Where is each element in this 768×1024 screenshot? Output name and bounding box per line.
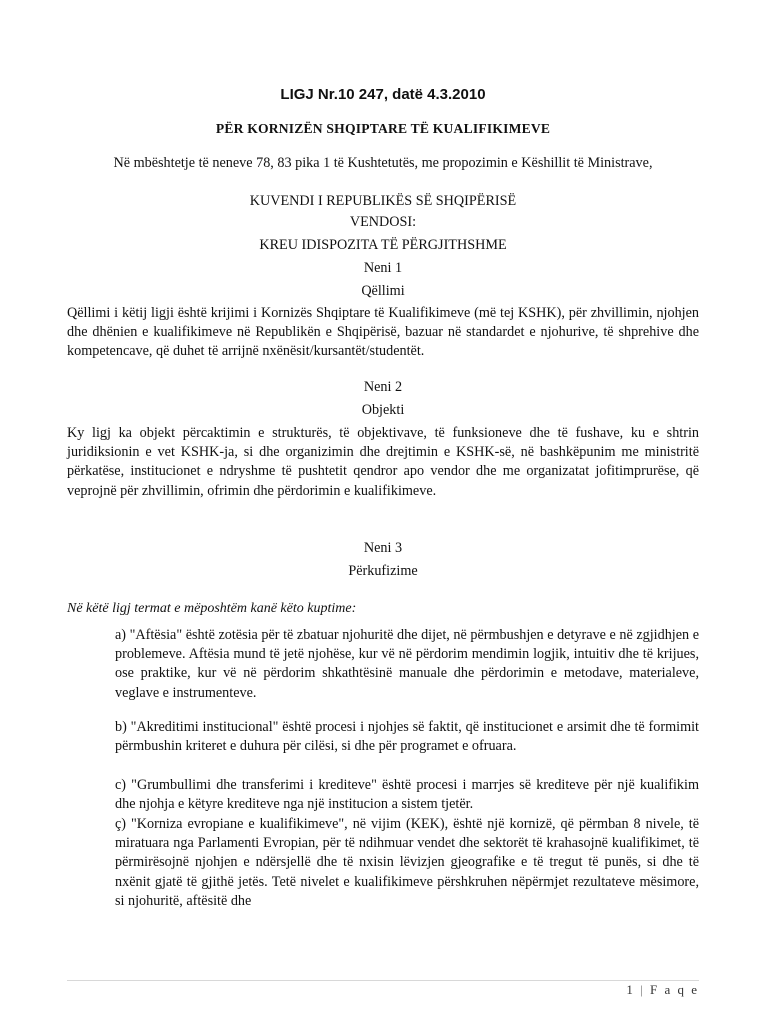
chapter-heading: KREU IDISPOZITA TË PËRGJITHSHME xyxy=(259,237,507,253)
footer-divider xyxy=(67,980,699,981)
page-label: F a q e xyxy=(649,982,699,997)
definition-item: b) "Akreditimi institucional" është procesi i njohjes së faktit, që institucionet e arsimit dhe të formimit përmbushin kriteret e duhura për cilësi, si dhe për programet e ofruara. xyxy=(115,719,699,755)
definition-item: ç) "Korniza evropiane e kualifikimeve", në vijim (KEK), është një kornizë, që përmban 8 nivele, të miratuara nga Parlamenti Evropian, për të ndihmuar vendet dhe sektorët të krahasojnë kualifikimet, të përmirësojnë njohjen e ndërsjellë dhe të nxisin lëvizjen gjeografike e të tregut të punës, si dhe të nxënit gjatë të gjithë jetës. Tetë nivelet e kualifikimeve përshkruhen nëpërmjet rezultateve mësimore, si njohuritë, aftësitë dhe xyxy=(115,816,699,909)
article-number: Neni 3 xyxy=(363,540,403,556)
article-title: Qëllimi xyxy=(361,283,405,299)
page-footer xyxy=(560,982,699,998)
page-number: 1 xyxy=(626,982,635,997)
decided-heading: VENDOSI: xyxy=(349,214,417,230)
assembly-name: KUVENDI I REPUBLIKËS SË SHQIPËRISË xyxy=(249,193,517,209)
document-page xyxy=(67,0,699,1024)
law-subtitle: PËR KORNIZËN SHQIPTARE TË KUALIFIKIMEVE xyxy=(215,121,551,136)
article-title: Objekti xyxy=(361,402,405,418)
footer-separator: | xyxy=(640,982,645,997)
law-title: LIGJ Nr.10 247, datë 4.3.2010 xyxy=(280,86,486,103)
definition-item: a) "Aftësia" është zotësia për të zbatuar njohuritë dhe dijet, në përmbushjen e detyrave e në zgjidhjen e problemeve. Aftësia mund të jetë njohëse, kur vë në përdorim mendimin logjik, intuitiv dhe të krijues, ose praktike, kur vë në përdorim shkathtësinë manuale dhe përdorimin e metodave, materialeve, veglave e instrumenteve. xyxy=(115,627,699,701)
preamble: Në mbështetje të neneve 78, 83 pika 1 të Kushtetutës, me propozimin e Këshillit të Ministrave, xyxy=(113,155,653,171)
article-text: Qëllimi i këtij ligji është krijimi i Kornizës Shqiptare të Kualifikimeve (më tej KSHK), për zhvillimin, njohjen dhe dhënien e kualifikimeve në Republikën e Shqipërisë, bazuar në standardet e njohurive, të shprehive dhe kompetencave, që duhet të arrijnë nxënësit/kursantët/studentët. xyxy=(67,305,699,360)
article-number: Neni 1 xyxy=(363,260,403,276)
article-title: Përkufizime xyxy=(348,563,418,579)
article-number: Neni 2 xyxy=(363,379,403,395)
definitions-intro: Në këtë ligj termat e mëposhtëm kanë këto kuptime: xyxy=(67,601,357,616)
article-text: Ky ligj ka objekt përcaktimin e strukturës, të objektivave, të funksioneve dhe të fushave, ku e shtrin juridiksionin e vet KSHK-ja, si dhe organizimin dhe drejtimin e KSHK-së, në bashkëpunim me ministritë përkatëse, institucionet e ndryshme të pushtetit qendror apo vendor dhe me organizatat jofitimprurëse, që veprojnë për zhvillimin, ofrimin dhe përdorimin e kualifikimeve. xyxy=(67,425,699,499)
definition-item: c) "Grumbullimi dhe transferimi i krediteve" është procesi i marrjes së krediteve për një kualifikim dhe njohja e këtyre krediteve nga një institucion a sistem tjetër. xyxy=(115,777,699,813)
